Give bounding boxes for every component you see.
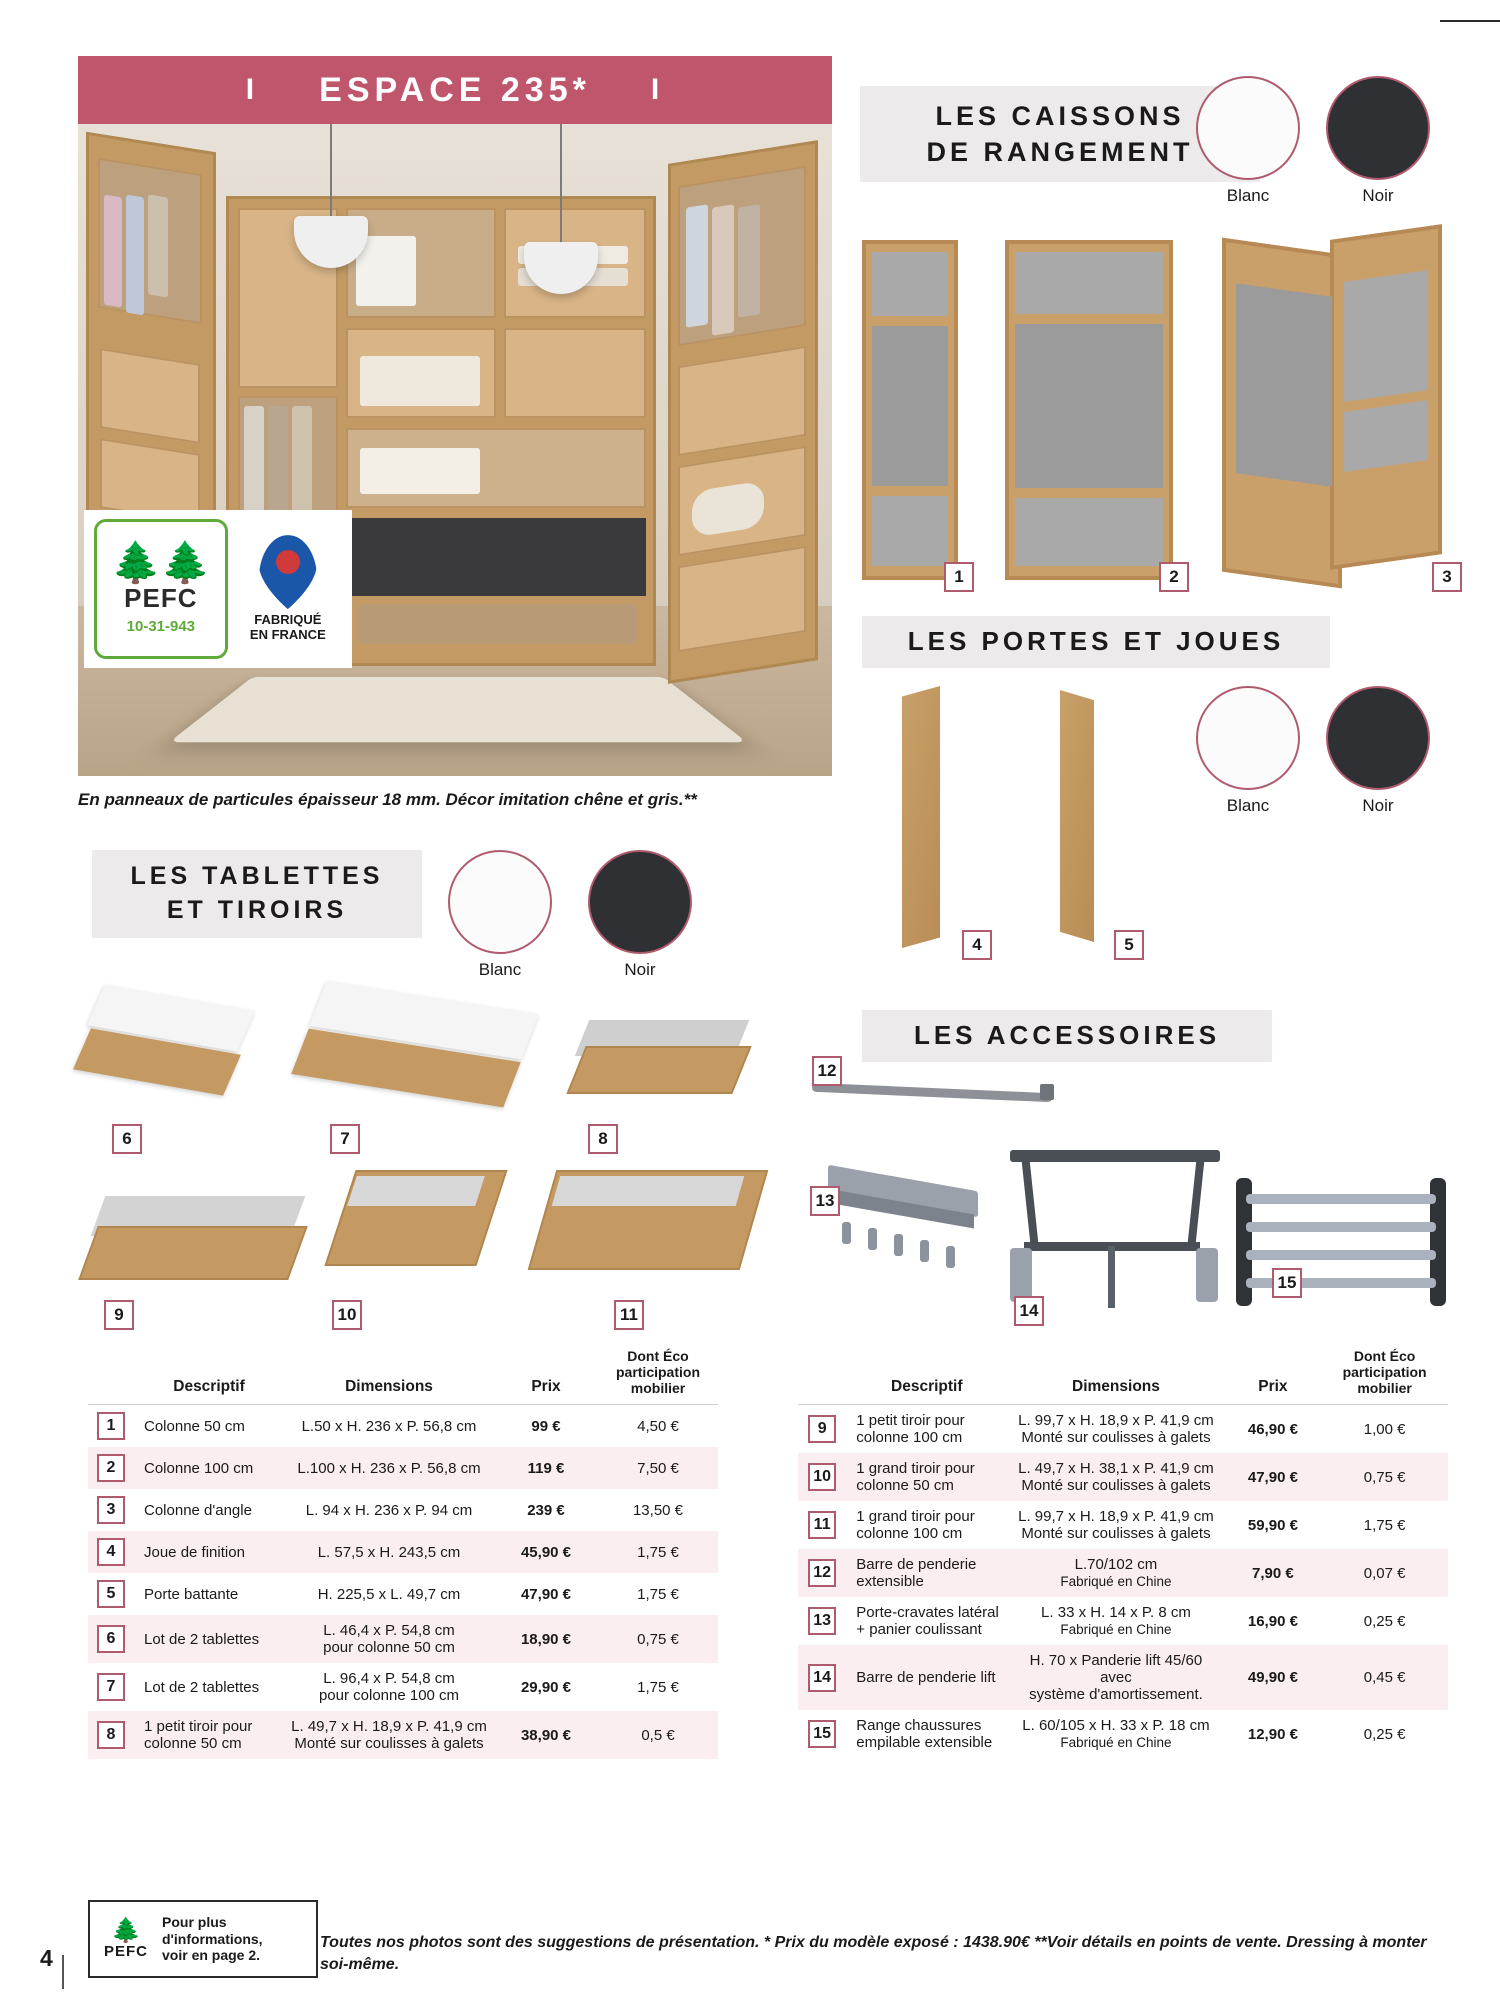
row-dimensions: L. 99,7 x H. 18,9 x P. 41,9 cm Monté sur coulisses à galets <box>1018 1412 1214 1447</box>
product-tablettes-100 <box>296 996 536 1106</box>
callout-2: 2 <box>1159 562 1189 592</box>
row-dimensions: L. 60/105 x H. 33 x P. 18 cm Fabriqué en Chine <box>1022 1717 1210 1751</box>
col-num <box>798 1340 846 1405</box>
callout-8: 8 <box>588 1124 618 1154</box>
row-prix: 47,90 € <box>520 1585 572 1603</box>
table-head <box>798 1340 1448 1405</box>
lamp-cord <box>330 124 332 216</box>
clothing <box>292 406 312 526</box>
row-dimensions: L. 46,4 x P. 54,8 cm pour colonne 50 cm <box>284 1615 494 1663</box>
lamp-cord <box>560 124 562 242</box>
row-number-cell: 13 <box>798 1597 846 1645</box>
row-prix: 29,90 € <box>520 1678 572 1696</box>
col-descriptif: Descriptif <box>846 1340 1007 1405</box>
product-grand-tiroir-100 <box>532 1170 772 1300</box>
folded-linen <box>356 236 416 306</box>
row-number-cell: 15 <box>798 1710 846 1758</box>
section-tablettes-label: LES TABLETTES ET TIROIRS <box>130 862 384 924</box>
row-descriptif: 1 grand tiroir pour colonne 50 cm <box>846 1453 1007 1501</box>
row-number-cell: 5 <box>88 1573 134 1615</box>
more-info-text: Pour plus d'informations, voir en page 2. <box>162 1913 263 1964</box>
product-grand-tiroir-50 <box>330 1170 510 1300</box>
row-eco: 0,25 € <box>1363 1612 1406 1630</box>
row-number-cell: 14 <box>798 1645 846 1710</box>
row-eco: 0,75 € <box>598 1615 718 1663</box>
row-eco: 1,00 € <box>1363 1420 1406 1438</box>
clothing <box>148 194 168 297</box>
product-petit-tiroir-100 <box>84 1190 314 1300</box>
row-dimensions: L.70/102 cm Fabriqué en Chine <box>1007 1549 1224 1597</box>
row-eco: 0,5 € <box>598 1711 718 1759</box>
row-number-cell: 6 <box>88 1615 134 1663</box>
table-body-right <box>798 1405 1448 1759</box>
banner-bar-left: I <box>245 73 260 106</box>
swatch-portes-blanc <box>1196 686 1300 816</box>
table-row <box>88 1615 718 1663</box>
callout-10: 10 <box>332 1300 362 1330</box>
row-eco: 7,50 € <box>598 1447 718 1489</box>
swatch-caissons-noir <box>1326 76 1430 206</box>
made-in-france-badge <box>234 535 342 643</box>
callout-5: 5 <box>1114 930 1144 960</box>
callout-13: 13 <box>810 1186 840 1216</box>
row-number-cell: 8 <box>88 1711 134 1759</box>
row-dimensions: L. 33 x H. 14 x P. 8 cm Fabriqué en Chine <box>1041 1604 1191 1638</box>
section-heading-accessoires <box>862 1010 1272 1062</box>
col-eco: Dont Éco participation mobilier <box>598 1340 718 1405</box>
row-dimensions: H. 70 x Panderie lift 45/60 avec système d'amortissement. <box>1007 1645 1224 1710</box>
row-descriptif: Lot de 2 tablettes <box>134 1615 284 1663</box>
col-num <box>88 1340 134 1405</box>
row-number-cell: 9 <box>798 1405 846 1454</box>
map-pin-icon <box>259 535 317 609</box>
row-eco: 0,75 € <box>1321 1453 1448 1501</box>
callout-15: 15 <box>1272 1268 1302 1298</box>
row-dimensions: L. 57,5 x H. 243,5 cm <box>284 1531 494 1573</box>
col-prix: Prix <box>494 1340 598 1405</box>
table-row <box>88 1573 718 1615</box>
callout-14: 14 <box>1014 1296 1044 1326</box>
row-eco: 0,45 € <box>1321 1645 1448 1710</box>
row-descriptif: 1 petit tiroir pour colonne 50 cm <box>134 1711 284 1759</box>
row-eco: 1,75 € <box>598 1531 718 1573</box>
row-descriptif: Colonne 100 cm <box>134 1447 284 1489</box>
col-prix: Prix <box>1225 1340 1322 1405</box>
table-row <box>798 1710 1448 1758</box>
section-heading-portes <box>862 616 1330 668</box>
swatch-caissons-blanc <box>1196 76 1300 206</box>
callout-1: 1 <box>944 562 974 592</box>
callout-3: 3 <box>1432 562 1462 592</box>
section-heading-tablettes <box>92 850 422 938</box>
swatch-label: Noir <box>624 960 656 979</box>
section-accessoires-label: LES ACCESSOIRES <box>913 1020 1221 1051</box>
row-prix: 49,90 € <box>1225 1645 1322 1710</box>
product-range-chaussures <box>1236 1178 1446 1306</box>
col-dimensions: Dimensions <box>284 1340 494 1405</box>
row-eco: 13,50 € <box>632 1501 684 1519</box>
row-eco: 0,07 € <box>1321 1549 1448 1597</box>
row-descriptif: Barre de penderie lift <box>846 1645 1007 1710</box>
trees-icon: 🌲🌲 <box>111 541 211 585</box>
clothing <box>126 195 144 316</box>
row-descriptif: Porte-cravates latéral + panier coulissant <box>856 1604 999 1639</box>
table-head <box>88 1340 718 1405</box>
clothing <box>104 195 122 308</box>
clothing <box>686 204 708 327</box>
row-number-cell: 12 <box>798 1549 846 1597</box>
row-prix: 119 € <box>494 1447 598 1489</box>
row-dimensions: H. 225,5 x L. 49,7 cm <box>317 1585 461 1603</box>
swatch-tablettes-noir <box>588 850 692 980</box>
price-table-left <box>88 1340 718 1759</box>
row-prix: 45,90 € <box>494 1531 598 1573</box>
folded-linen <box>360 448 480 494</box>
row-prix: 7,90 € <box>1225 1549 1322 1597</box>
row-descriptif: 1 grand tiroir pour colonne 100 cm <box>856 1508 975 1543</box>
product-petit-tiroir-50 <box>572 1010 752 1106</box>
callout-9: 9 <box>104 1300 134 1330</box>
table-row <box>798 1501 1448 1549</box>
section-caissons-label: LES CAISSONS DE RANGEMENT <box>926 100 1194 167</box>
row-eco: 4,50 € <box>637 1417 679 1435</box>
clothing <box>244 406 264 526</box>
product-barre-penderie <box>812 1076 1052 1102</box>
row-prix: 47,90 € <box>1225 1453 1322 1501</box>
row-number-cell: 4 <box>88 1531 134 1573</box>
price-table-right <box>798 1340 1448 1758</box>
product-colonne-angle <box>1222 220 1442 580</box>
row-eco: 0,25 € <box>1363 1725 1406 1743</box>
table-row <box>88 1447 718 1489</box>
product-joue-finition <box>902 686 940 948</box>
table-row <box>798 1597 1448 1645</box>
row-eco: 1,75 € <box>637 1585 679 1603</box>
color-swatch-black <box>1326 76 1430 180</box>
row-number-cell: 11 <box>798 1501 846 1549</box>
row-prix: 16,90 € <box>1247 1612 1298 1630</box>
row-descriptif: 1 petit tiroir pour colonne 100 cm <box>856 1412 965 1447</box>
color-swatch-black <box>1326 686 1430 790</box>
row-number-cell: 3 <box>88 1489 134 1531</box>
pefc-footer-logo <box>98 1916 154 1960</box>
legal-notice: Toutes nos photos sont des suggestions de présentation. * Prix du modèle exposé : 1438.90€ **Voir détails en points de vente. Dressing à monter soi-même. <box>320 1934 1427 1973</box>
table-row <box>798 1453 1448 1501</box>
row-prix: 38,90 € <box>494 1711 598 1759</box>
table-row <box>88 1711 718 1759</box>
swatch-label: Noir <box>1362 796 1394 815</box>
product-tablettes-50 <box>78 996 258 1106</box>
clothing <box>738 204 760 317</box>
table-row <box>88 1489 718 1531</box>
row-dimensions: L. 49,7 x H. 38,1 x P. 41,9 cm Monté sur coulisses à galets <box>1007 1453 1224 1501</box>
banner-bar-right: I <box>650 73 665 106</box>
product-colonne-50 <box>862 240 958 580</box>
certification-badges <box>84 510 352 668</box>
swatch-tablettes-blanc <box>448 850 552 980</box>
section-portes-label: LES PORTES ET JOUES <box>907 626 1285 657</box>
shelf <box>504 328 646 418</box>
page-number: 4 <box>40 1945 53 1971</box>
hero-caption: En panneaux de particules épaisseur 18 mm. Décor imitation chêne et gris.** <box>78 790 697 809</box>
row-descriptif: Joue de finition <box>134 1531 284 1573</box>
product-porte-cravates <box>828 1178 988 1264</box>
row-dimensions: L. 49,7 x H. 18,9 x P. 41,9 cm Monté sur coulisses à galets <box>284 1711 494 1759</box>
callout-12: 12 <box>812 1056 842 1086</box>
rug <box>169 677 747 742</box>
swatch-label: Blanc <box>478 960 522 979</box>
row-dimensions: L.100 x H. 236 x P. 56,8 cm <box>284 1447 494 1489</box>
color-swatch-black <box>588 850 692 954</box>
table-row <box>798 1645 1448 1710</box>
row-number-cell: 10 <box>798 1453 846 1501</box>
row-prix: 59,90 € <box>1247 1516 1298 1534</box>
row-prix: 46,90 € <box>1247 1420 1298 1438</box>
pefc-logo <box>94 519 228 659</box>
row-descriptif: Colonne d'angle <box>144 1501 252 1519</box>
folded-linen <box>360 356 480 406</box>
shoes <box>358 604 638 644</box>
hero-title: ESPACE 235* <box>319 70 591 109</box>
row-descriptif: Barre de penderie extensible <box>846 1549 1007 1597</box>
trees-icon: 🌲 <box>111 1916 141 1944</box>
pefc-code: 10-31-943 <box>126 618 196 635</box>
row-prix: 239 € <box>527 1501 565 1519</box>
clothing <box>268 406 288 526</box>
table-body-left <box>88 1405 718 1760</box>
made-in-france-label: FABRIQUÉ EN FRANCE <box>249 612 326 642</box>
row-number-cell: 2 <box>88 1447 134 1489</box>
table-row <box>798 1549 1448 1597</box>
row-descriptif: Lot de 2 tablettes <box>144 1678 260 1696</box>
swatch-label: Blanc <box>1226 796 1270 815</box>
clothing <box>712 204 734 335</box>
pefc-label: PEFC <box>124 583 198 613</box>
row-prix: 12,90 € <box>1247 1725 1298 1743</box>
more-info-box <box>88 1900 318 1978</box>
row-dimensions: L. 94 x H. 236 x P. 94 cm <box>305 1501 473 1519</box>
table-row <box>88 1663 718 1711</box>
swatch-label: Noir <box>1362 186 1394 205</box>
color-swatch-white <box>1196 76 1300 180</box>
row-eco: 1,75 € <box>1363 1516 1406 1534</box>
pefc-label: PEFC <box>103 1942 148 1960</box>
dressing-room-photo <box>78 56 832 776</box>
row-descriptif: Range chaussures empilable extensible <box>856 1717 993 1752</box>
swatch-portes-noir <box>1326 686 1430 816</box>
page-rule <box>62 1955 64 1989</box>
swatch-label: Blanc <box>1226 186 1270 205</box>
row-descriptif: Porte battante <box>144 1585 239 1603</box>
table-row <box>798 1405 1448 1454</box>
table-row <box>88 1405 718 1448</box>
callout-6: 6 <box>112 1124 142 1154</box>
product-porte-battante <box>1060 690 1094 942</box>
row-dimensions: L. 96,4 x P. 54,8 cm pour colonne 100 cm <box>318 1670 460 1705</box>
row-eco: 1,75 € <box>637 1678 679 1696</box>
hero-banner <box>78 56 832 124</box>
callout-4: 4 <box>962 930 992 960</box>
drawer-dark <box>346 518 646 596</box>
row-dimensions: L. 99,7 x H. 18,9 x P. 41,9 cm Monté sur coulisses à galets <box>1018 1508 1214 1543</box>
row-prix: 99 € <box>531 1417 561 1435</box>
color-swatch-white <box>448 850 552 954</box>
callout-11: 11 <box>614 1300 644 1330</box>
callout-7: 7 <box>330 1124 360 1154</box>
row-prix: 18,90 € <box>494 1615 598 1663</box>
product-colonne-100 <box>1005 240 1173 580</box>
col-dimensions: Dimensions <box>1007 1340 1224 1405</box>
col-descriptif: Descriptif <box>134 1340 284 1405</box>
row-dimensions: L.50 x H. 236 x P. 56,8 cm <box>301 1417 477 1435</box>
product-penderie-lift <box>1010 1150 1220 1320</box>
hero-photo-block <box>78 56 832 776</box>
color-swatch-white <box>1196 686 1300 790</box>
table-row <box>88 1531 718 1573</box>
row-descriptif: Colonne 50 cm <box>144 1417 245 1435</box>
row-number-cell: 7 <box>88 1663 134 1711</box>
corner-cut-mark <box>1440 0 1500 22</box>
col-eco: Dont Éco participation mobilier <box>1321 1340 1448 1405</box>
shelf <box>100 348 200 444</box>
row-number-cell: 1 <box>88 1405 134 1448</box>
